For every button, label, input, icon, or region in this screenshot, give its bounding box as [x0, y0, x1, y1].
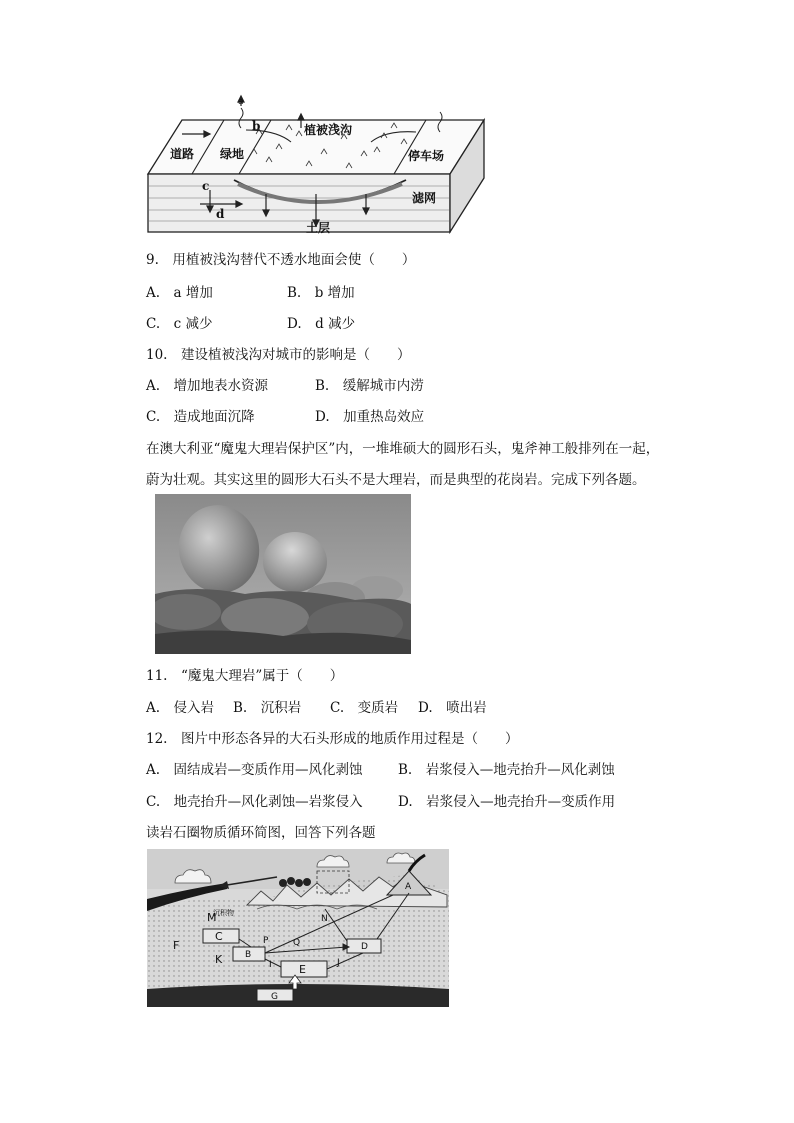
passage-1-line-2: 蔚为壮观。其实这里的圆形大石头不是大理岩，而是典型的花岗岩。完成下列各题。 [146, 472, 646, 488]
label-a: a [238, 97, 244, 107]
question-9-stem: 9. 用植被浅沟替代不透水地面会使（ ） [146, 252, 416, 268]
label-d: d [216, 207, 225, 221]
passage-2-line-1: 读岩石圈物质循环简图，回答下列各题 [146, 825, 376, 841]
rock-label-C: C [215, 930, 223, 943]
rock-label-A: A [405, 882, 412, 892]
q9-option-a: A. a 增加 [146, 285, 213, 301]
q12-option-d: D. 岩浆侵入—地壳抬升—变质作用 [398, 794, 616, 810]
rock-label-B: B [245, 950, 252, 960]
rock-label-I: I [269, 960, 272, 970]
question-12-stem: 12. 图片中形态各异的大石头形成的地质作用过程是（ ） [146, 731, 519, 747]
q11-option-a: A. 侵入岩 [146, 700, 215, 716]
label-b: b [252, 119, 261, 133]
q11-option-b: B. 沉积岩 [233, 700, 302, 716]
rock-label-E: E [299, 963, 306, 976]
label-road: 道路 [170, 147, 195, 161]
swale-diagram [146, 94, 486, 234]
label-filter: 滤网 [412, 191, 437, 205]
rock-label-K: K [215, 953, 223, 966]
rock-label-J: J [337, 958, 340, 968]
q10-option-d: D. 加重热岛效应 [315, 409, 425, 425]
q9-option-d: D. d 减少 [287, 316, 356, 332]
q11-option-c: C. 变质岩 [330, 700, 399, 716]
label-ditch: 植被浅沟 [304, 123, 353, 137]
rock-label-D: D [361, 942, 368, 952]
rock-label-F: F [173, 939, 180, 952]
rock-label-N: N [321, 914, 328, 924]
q11-option-d: D. 喷出岩 [418, 700, 487, 716]
label-soil: 土层 [306, 221, 331, 234]
rock-label-P: P [263, 936, 269, 946]
question-10-stem: 10. 建设植被浅沟对城市的影响是（ ） [146, 347, 411, 363]
q10-option-b: B. 缓解城市内涝 [315, 378, 424, 394]
q12-option-a: A. 固结成岩—变质作用—风化剥蚀 [146, 762, 363, 778]
q10-option-c: C. 造成地面沉降 [146, 409, 255, 425]
q9-option-b: B. b 增加 [287, 285, 355, 301]
q12-option-c: C. 地壳抬升—风化剥蚀—岩浆侵入 [146, 794, 363, 810]
rock-label-Q: Q [293, 938, 301, 948]
rock-label-G: G [271, 992, 278, 1002]
passage-1-line-1: 在澳大利亚“魔鬼大理岩保护区”内，一堆堆硕大的圆形石头，鬼斧神工般排列在一起， [146, 441, 660, 457]
question-11-stem: 11. “魔鬼大理岩”属于（ ） [146, 668, 344, 684]
label-green: 绿地 [220, 147, 245, 161]
rock-label-M: M [207, 911, 217, 924]
q9-option-c: C. c 减少 [146, 316, 213, 332]
granite-boulders-photo [155, 494, 411, 654]
rock-label-sediment: 沉积物 [213, 909, 234, 917]
label-parking: 停车场 [408, 149, 445, 163]
label-c: c [202, 179, 210, 193]
q12-option-b: B. 岩浆侵入—地壳抬升—风化剥蚀 [398, 762, 615, 778]
q10-option-a: A. 增加地表水资源 [146, 378, 269, 394]
rock-cycle-diagram [147, 849, 449, 1007]
